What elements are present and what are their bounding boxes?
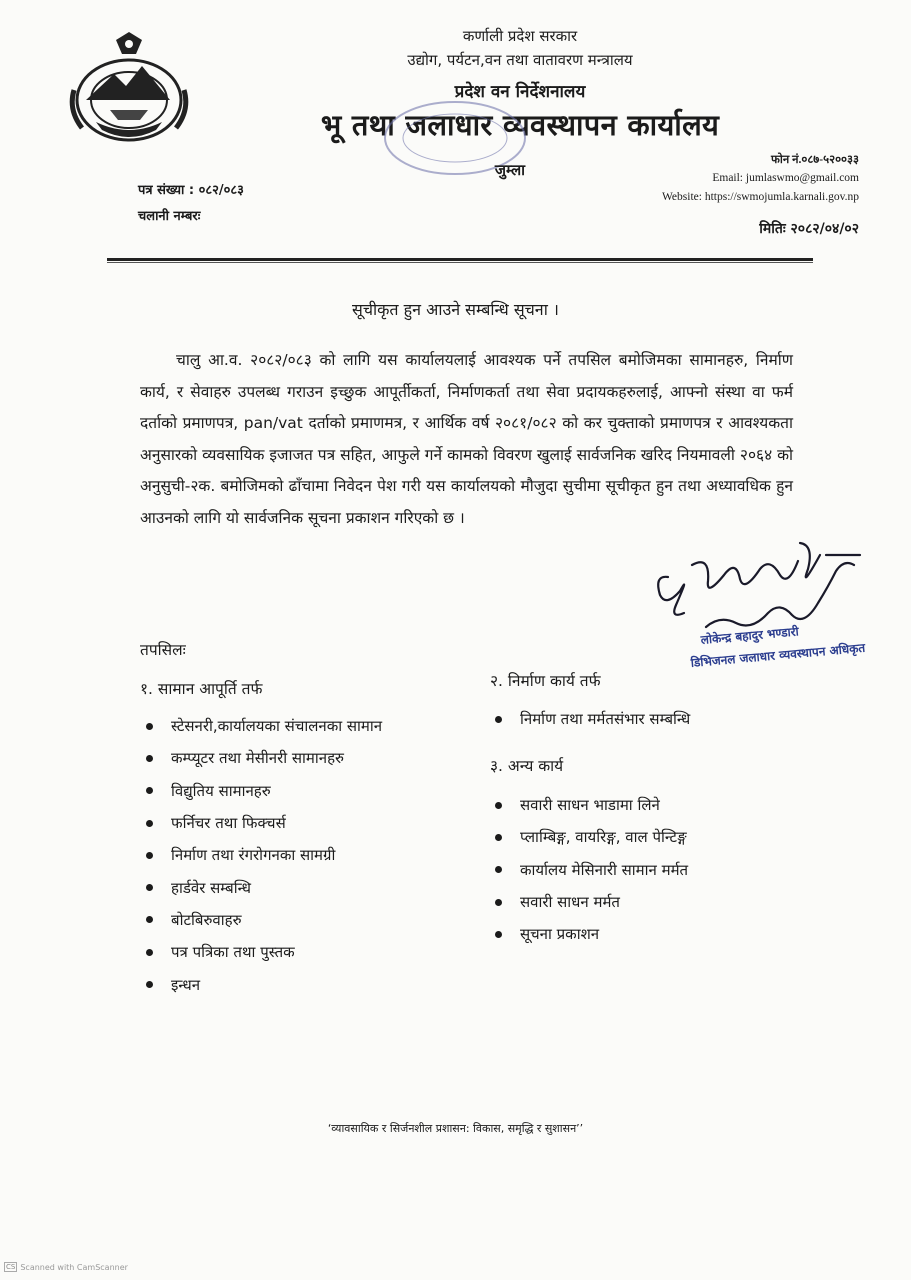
- list-item: सवारी साधन मर्मत: [495, 886, 688, 918]
- bullet-icon: [495, 866, 502, 873]
- construction-section-title: २. निर्माण कार्य तर्फ: [490, 672, 601, 690]
- office-name: भू तथा जलाधार व्यवस्थापन कार्यालय: [320, 108, 720, 142]
- signatory-name: लोकेन्द्र बहादुर भण्डारी: [700, 624, 800, 647]
- website-url: Website: https://swmojumla.karnali.gov.np: [662, 191, 859, 203]
- list-item: कम्प्यूटर तथा मेसीनरी सामानहरु: [146, 742, 382, 774]
- letter-number: पत्र संख्या : ०८२/०८३: [138, 183, 244, 198]
- nepal-emblem-icon: [66, 30, 192, 150]
- other-section-title: ३. अन्य कार्य: [490, 757, 564, 775]
- bullet-icon: [495, 931, 502, 938]
- ministry-name: उद्योग, पर्यटन,वन तथा वातावरण मन्त्रालय: [407, 51, 633, 69]
- dispatch-number: चलानी नम्बरः: [138, 209, 201, 224]
- bullet-icon: [146, 820, 153, 827]
- bullet-icon: [495, 899, 502, 906]
- header-divider-thin: [107, 262, 813, 263]
- supply-list: [146, 710, 382, 1001]
- bullet-icon: [495, 802, 502, 809]
- camscanner-icon: CS: [6, 1263, 16, 1271]
- other-list: [495, 789, 688, 950]
- list-item: कार्यालय मेसिनारी सामान मर्मत: [495, 854, 688, 886]
- list-item: बोटबिरुवाहरु: [146, 904, 382, 936]
- bullet-icon: [495, 834, 502, 841]
- list-item: प्लाम्बिङ्ग, वायरिङ्ग, वाल पेन्टिङ्ग: [495, 821, 688, 853]
- bullet-icon: [146, 981, 153, 988]
- bullet-icon: [146, 755, 153, 762]
- supply-section-title: १. सामान आपूर्ति तर्फ: [140, 680, 263, 698]
- notice-subject: सूचीकृत हुन आउने सम्बन्धि सूचना ।: [352, 300, 559, 319]
- directorate-name: प्रदेश वन निर्देशनालय: [454, 82, 586, 102]
- list-item: स्टेसनरी,कार्यालयका संचालनका सामान: [146, 710, 382, 742]
- list-item: निर्माण तथा मर्मतसंभार सम्बन्धि: [495, 703, 690, 735]
- notice-body: चालु आ.व. २०८२/०८३ को लागि यस कार्यालयलाई आवश्यक पर्ने तपसिल बमोजिमका सामानहरु, निर्माण कार्य, र सेवाहरु उपलब्ध गराउन इच्छुक आपूर्तीकर्ता, निर्माणकर्ता तथा सेवा प्रदायकहरुलाई, आफ्नो संस्था वा फर्म दर्ताको प्रमाणपत्र, pan/vat दर्ताको प्रमाणमत्र, र आर्थिक वर्ष २०८१/०८२ को कर चुक्ताको प्रमाणपत्र र आवश्यकता अनुसारको व्यवसायिक इजाजत पत्र सहित, आफुले गर्ने कामको विवरण खुलाई सार्वजनिक खरिद नियमावली २०६४ को अनुसुची-२क. बमोजिमको ढाँचामा निवेदन पेश गरी यस कार्यालयको मौजुदा सुचीमा सूचीकृत हुन तथा अध्यावधिक हुन आउनको लागि यो सार्वजनिक सूचना प्रकाशन गरिएको छ ।: [140, 351, 793, 527]
- office-location: जुम्ला: [494, 161, 526, 179]
- phone-number: फोन नं.०८७-५२००३३: [770, 154, 859, 166]
- list-item: सूचना प्रकाशन: [495, 918, 688, 950]
- list-item: इन्धन: [146, 968, 382, 1000]
- construction-list: [495, 703, 690, 735]
- bullet-icon: [146, 916, 153, 923]
- list-item: हार्डवेर सम्बन्धि: [146, 871, 382, 903]
- email-address: Email: jumlaswmo@gmail.com: [712, 172, 859, 184]
- bullet-icon: [146, 723, 153, 730]
- list-item: विद्युतिय सामानहरु: [146, 775, 382, 807]
- signatory-title: डिभिजनल जलाधार व्यवस्थापन अधिकृत: [690, 640, 866, 670]
- list-item: फर्निचर तथा फिक्चर्स: [146, 807, 382, 839]
- scanner-watermark: [4, 1262, 128, 1272]
- government-name: कर्णाली प्रदेश सरकार: [462, 27, 578, 45]
- list-item: पत्र पत्रिका तथा पुस्तक: [146, 936, 382, 968]
- scanner-text: Scanned with CamScanner: [20, 1262, 128, 1272]
- list-item: निर्माण तथा रंगरोगनका सामग्री: [146, 839, 382, 871]
- bullet-icon: [146, 884, 153, 891]
- bullet-icon: [146, 949, 153, 956]
- bullet-icon: [146, 852, 153, 859]
- bullet-icon: [495, 716, 502, 723]
- header-divider: [107, 258, 813, 261]
- details-label: तपसिलः: [140, 641, 186, 659]
- bullet-icon: [146, 787, 153, 794]
- footer-motto: ‘व्यावसायिक र सिर्जनशील प्रशासन: विकास, समृद्धि र सुशासन’’: [327, 1122, 584, 1135]
- list-item: सवारी साधन भाडामा लिने: [495, 789, 688, 821]
- issue-date: मितिः २०८२/०४/०२: [759, 221, 859, 237]
